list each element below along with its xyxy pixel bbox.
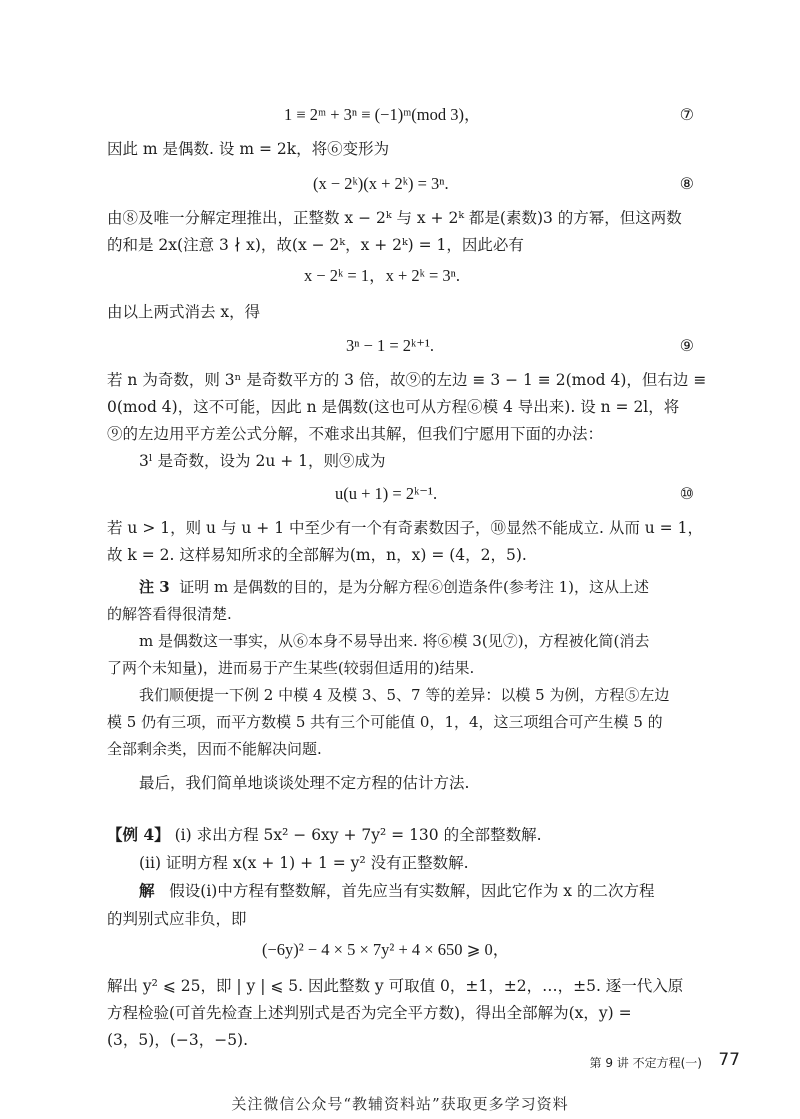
- solution-line: [139, 881, 654, 901]
- equation-discriminant: (−6y)² − 4 × 5 × 7y² + 4 × 650 ⩾ 0，: [262, 940, 510, 959]
- note-line: 全部剩余类，因而不能解决问题.: [107, 740, 322, 758]
- note-line: 模 5 仍有三项，而平方数模 5 共有三个可能值 0，1，4，这三项组合可产生模 5 的: [107, 713, 663, 731]
- paragraph-line: 3ˡ 是奇数，设为 2u + 1，则⑨成为: [139, 452, 386, 470]
- equation-system: x − 2ᵏ = 1，x + 2ᵏ = 3ⁿ.: [304, 266, 460, 285]
- watermark-text: 关注微信公众号“教辅资料站”获取更多学习资料: [231, 1095, 569, 1113]
- paragraph-line: 因此 m 是偶数. 设 m = 2k，将⑥变形为: [107, 140, 390, 158]
- page-number: 77: [718, 1050, 740, 1070]
- note-line: 的解答看得很清楚.: [107, 605, 232, 623]
- example-4-part-ii: (ii) 证明方程 x(x + 1) + 1 = y² 没有正整数解.: [139, 854, 469, 872]
- equation-tag-8: ⑧: [679, 174, 694, 193]
- equation-tag-7: ⑦: [679, 105, 694, 124]
- example-4-label: 【例 4】: [107, 825, 170, 844]
- page-footer: [0, 1050, 800, 1072]
- paragraph-line: ⑨的左边用平方差公式分解，不难求出其解，但我们宁愿用下面的办法：: [107, 425, 604, 443]
- paragraph-line: 故 k = 2. 这样易知所求的全部解为(m，n，x) = (4，2，5).: [107, 546, 527, 564]
- equation-8: (x − 2ᵏ)(x + 2ᵏ) = 3ⁿ.: [313, 174, 449, 193]
- note-line: 我们顺便提一下例 2 中模 4 及模 3、5、7 等的差异：以模 5 为例，方程⑤左边: [139, 686, 670, 704]
- note-3-label: 注 3: [139, 578, 170, 596]
- paragraph-line: 由⑧及唯一分解定理推出，正整数 x − 2ᵏ 与 x + 2ᵏ 都是(素数)3 的方幂，但这两数: [107, 209, 682, 227]
- example-4-part-i: [107, 825, 542, 845]
- solution-label: 解: [139, 881, 155, 900]
- equation-9: 3ⁿ − 1 = 2ᵏ⁺¹.: [346, 336, 435, 355]
- note-3-text: 证明 m 是偶数的目的，是为分解方程⑥创造条件(参考注 1)，这从上述: [179, 578, 649, 596]
- note-line: 了两个未知量)，进而易于产生某些(较弱但适用的)结果.: [107, 659, 475, 677]
- paragraph-line: 由以上两式消去 x，得: [107, 303, 261, 321]
- paragraph-line: 若 n 为奇数，则 3ⁿ 是奇数平方的 3 倍，故⑨的左边 ≡ 3 − 1 ≡ 2(mod 4)，但右边 ≡: [107, 371, 707, 389]
- paragraph-line: 的判别式应非负，即: [107, 910, 247, 928]
- equation-tag-9: ⑨: [679, 336, 694, 355]
- solution-text: 假设(i)中方程有整数解，首先应当有实数解，因此它作为 x 的二次方程: [169, 882, 655, 900]
- note-line: m 是偶数这一事实，从⑥本身不易导出来. 将⑥模 3(见⑦)，方程被化简(消去: [139, 632, 650, 650]
- paragraph-line: 解出 y² ⩽ 25，即 | y | ⩽ 5. 因此整数 y 可取值 0，±1，±2，…，±5. 逐一代入原: [107, 977, 684, 995]
- footer-chapter: 第 9 讲 不定方程(一): [589, 1056, 702, 1070]
- example-4-i-text: (i) 求出方程 5x² − 6xy + 7y² = 130 的全部整数解.: [174, 826, 542, 844]
- paragraph-line: 0(mod 4)，这不可能，因此 n 是偶数(这也可从方程⑥模 4 导出来). 设 n = 2l，将: [107, 398, 680, 416]
- paragraph-line: 若 u > 1，则 u 与 u + 1 中至少有一个有奇素数因子，⑩显然不能成立. 从而 u = 1，: [107, 519, 703, 537]
- paragraph-line: 方程检验(可首先检查上述判别式是否为完全平方数)，得出全部解为(x，y) =: [107, 1004, 632, 1022]
- equation-7: 1 ≡ 2ᵐ + 3ⁿ ≡ (−1)ᵐ(mod 3)，: [284, 105, 481, 124]
- paragraph-line: 最后，我们简单地谈谈处理不定方程的估计方法.: [139, 774, 470, 792]
- note-3: [139, 577, 649, 597]
- paragraph-line: (3，5)，(−3，−5).: [107, 1031, 249, 1049]
- paragraph-line: 的和是 2x(注意 3 ∤ x)，故(x − 2ᵏ，x + 2ᵏ) = 1，因此必有: [107, 236, 524, 254]
- equation-10: u(u + 1) = 2ᵏ⁻¹.: [335, 484, 438, 503]
- equation-tag-10: ⑩: [679, 484, 694, 503]
